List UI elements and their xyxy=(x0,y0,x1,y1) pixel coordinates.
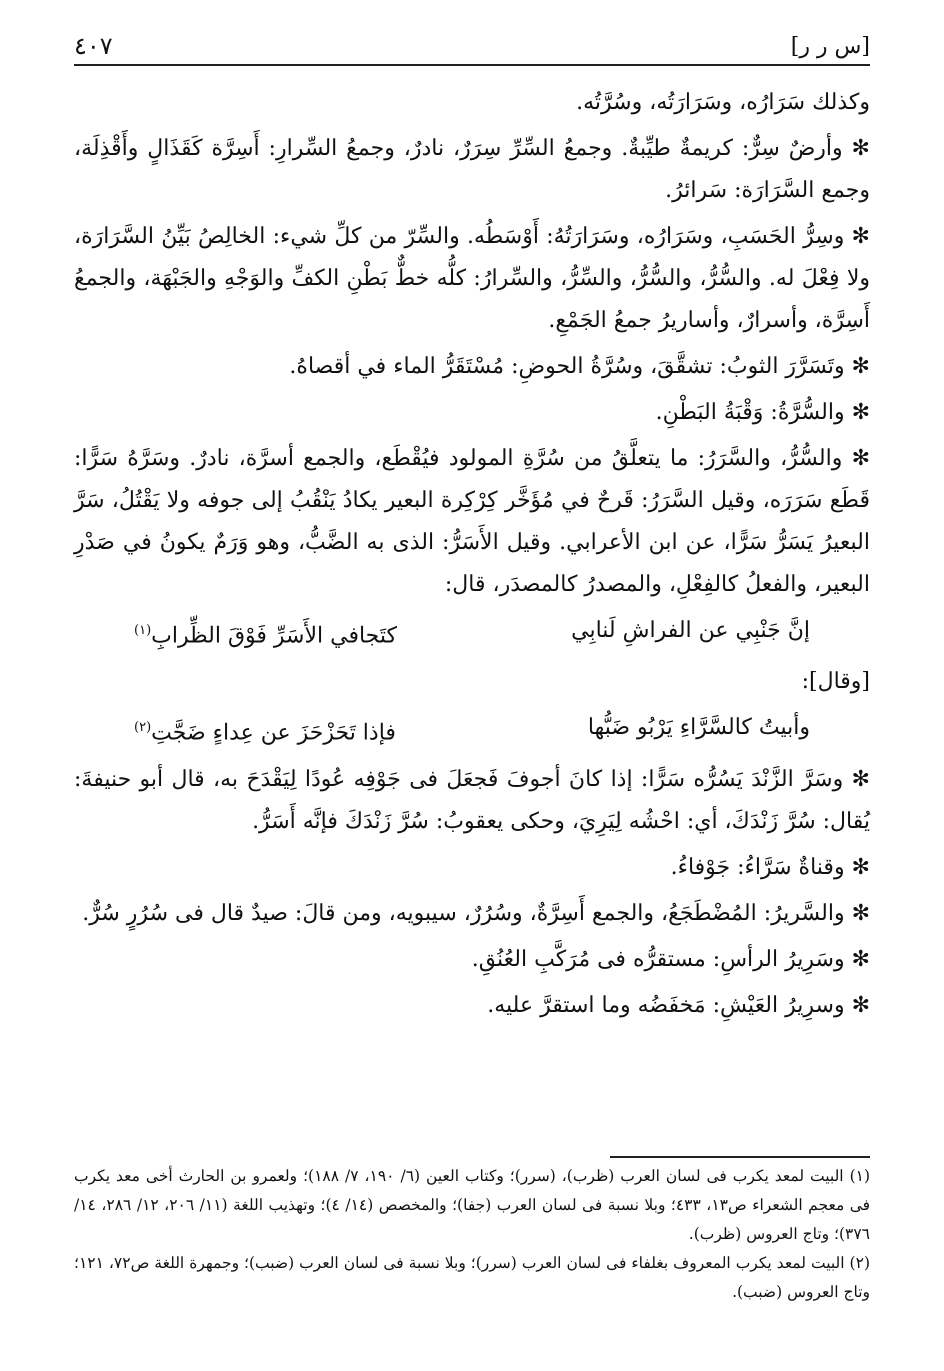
verse-hemistich-second: فإذا تَحَزْحَزَ عن عِداءٍ ضَجَّتِ$^{(٢)}$ xyxy=(134,720,396,746)
main-text xyxy=(74,82,870,1031)
footnote-marker: (٢) xyxy=(134,720,152,736)
footnotes xyxy=(74,1162,870,1307)
verse-intro: [وقال]: xyxy=(801,669,870,695)
paragraph: ✻ والسُّرُّ، والسَّرَرُ: ما يتعلَّقُ من سُرَّةِ المولود فيُقْطَع، والجمع أسرَّة، نادرٌ. وسَرَّهُ سَرًّا: قَطَع سَرَرَه، وقيل السَّرَرُ: قَرحٌ في مُؤَخَّر كِرْكِرة البعير يكادُ يَنْقُبُ إلى جوفه ولا يَقْتُلُ، سَرَّ البعيرُ يَسَرُّ سَرًّا، عن ابن الأعرابي. وقيل الأَسَرُّ: الذى به الضَّبُّ، وهو وَرَمٌ يكونُ في صَدْرِ البعير، والفعلُ كالفِعْلِ، والمصدرُ كالمصدَر، قال: xyxy=(74,446,870,597)
verse-hemistich-first: إنَّ جَنْبِي عن الفراشِ لَنابِي xyxy=(571,618,810,643)
footnote-marker: (١) xyxy=(134,623,152,638)
paragraph: ✻ وسرِيرُ العَيْشِ: مَخفَضُه وما استقرَّ عليه. xyxy=(487,992,870,1018)
verse-hemistich-second: كتَجافي الأَسَرِّ فَوْقَ الظِّرابِ$^{(١)}$ xyxy=(134,623,397,649)
paragraph: ✻ وتَسَرَّرَ الثوبُ: تشقَّقَ، وسُرَّةُ الحوضِ: مُسْتَقَرُّ الماء في أقصاهُ. xyxy=(289,354,870,379)
root-heading: [س ر ر] xyxy=(790,34,870,59)
verse-line-2 xyxy=(134,707,810,754)
page-number: ٤٠٧ xyxy=(74,32,113,60)
paragraph: ✻ وقناةٌ سَرَّاءُ: جَوْفاءُ. xyxy=(670,854,870,880)
paragraph: وكذلك سَرَارُه، وسَرَارَتُه، وسُرَّتُه. xyxy=(576,90,870,115)
page-header xyxy=(74,28,870,66)
paragraph: ✻ وسَرِيرُ الرأسِ: مستقرُّه فى مُرَكَّبِ العُنُقِ. xyxy=(471,946,870,972)
paragraph: ✻ والسَّريرُ: المُضْطَجَعُ، والجمع أَسِرَّةٌ، وسُرُرٌ، سيبويه، ومن قالَ: صيدٌ قال فى سُرُرٍ سُرٌّ. xyxy=(82,900,870,926)
paragraph: ✻ وأرضٌ سِرٌّ: كريمةٌ طيِّبةٌ. وجمعُ السِّرِّ سِرَرٌ، نادرٌ، وجمعُ السِّرارِ: أَسِرَّة كَقَذَالٍ وأَقْذِلَة، وجمع السَّرَارَة: سَرائرُ. xyxy=(74,136,870,203)
paragraph: ✻ وسِرُّ الحَسَبِ، وسَرَارُه، وسَرَارَتُهُ: أَوْسَطُه. والسِّرّ من كلِّ شيء: الخالِصُ بَيِّنُ السَّرَارَة، ولا فِعْلَ له. والسُّرُّ، والسُّرُّ، والسِّرُّ، والسِّرارُ: كلُّه خطٌّ بَطْنِ الكفِّ والوَجْهِ والجَبْهَة، والجمعُ أَسِرَّة، وأسرارٌ، وأساريرُ جمعُ الجَمْعِ. xyxy=(74,224,870,333)
footnote-divider xyxy=(610,1156,870,1158)
footnote: (٢) البيت لمعد يكرب المعروف بغلفاء فى لسان العرب (سرر)؛ وبلا نسبة فى لسان العرب (ضبب)؛ وجمهرة اللغة ص٧٢، ١٢١؛ وتاج العروس (ضبب). xyxy=(74,1254,870,1301)
footnote: (١) البيت لمعد يكرب فى لسان العرب (ظرب)، (سرر)؛ وكتاب العين (٦/ ١٩٠، ٧/ ١٨٨)؛ ولعمرو بن الحارث أخى معد يكرب فى معجم الشعراء ص١٣، ٤٣٣؛ وبلا نسبة فى لسان العرب (جفا)؛ والمخصص (١٤/ ٤)؛ وتهذيب اللغة (١١/ ٢٠٦، ١٢/ ٢٨٦، ١٤/ ٣٧٦)؛ وتاج العروس (ظرب). xyxy=(74,1167,871,1243)
verse-hemistich-first: وأبيتُ كالسَّرَّاءِ يَرْبُو ضَبُّها xyxy=(587,715,810,741)
paragraph: ✻ والسُّرَّةُ: وَقْبَةُ البَطْنِ. xyxy=(655,400,870,425)
verse-line-1 xyxy=(134,610,810,657)
paragraph: ✻ وسَرَّ الزَّنْدَ يَسُرُّه سَرًّا: إذا كانَ أجوفَ فَجعَلَ فى جَوْفِه عُودًا لِيَقْدَحَ به، قال أبو حنيفةَ: يُقال: سُرَّ زَنْدَكَ، أي: احْشُه لِيَرِيَ، وحكى يعقوبُ: سُرَّ زَنْدَكَ فإنَّه أَسَرُّ. xyxy=(74,766,870,834)
